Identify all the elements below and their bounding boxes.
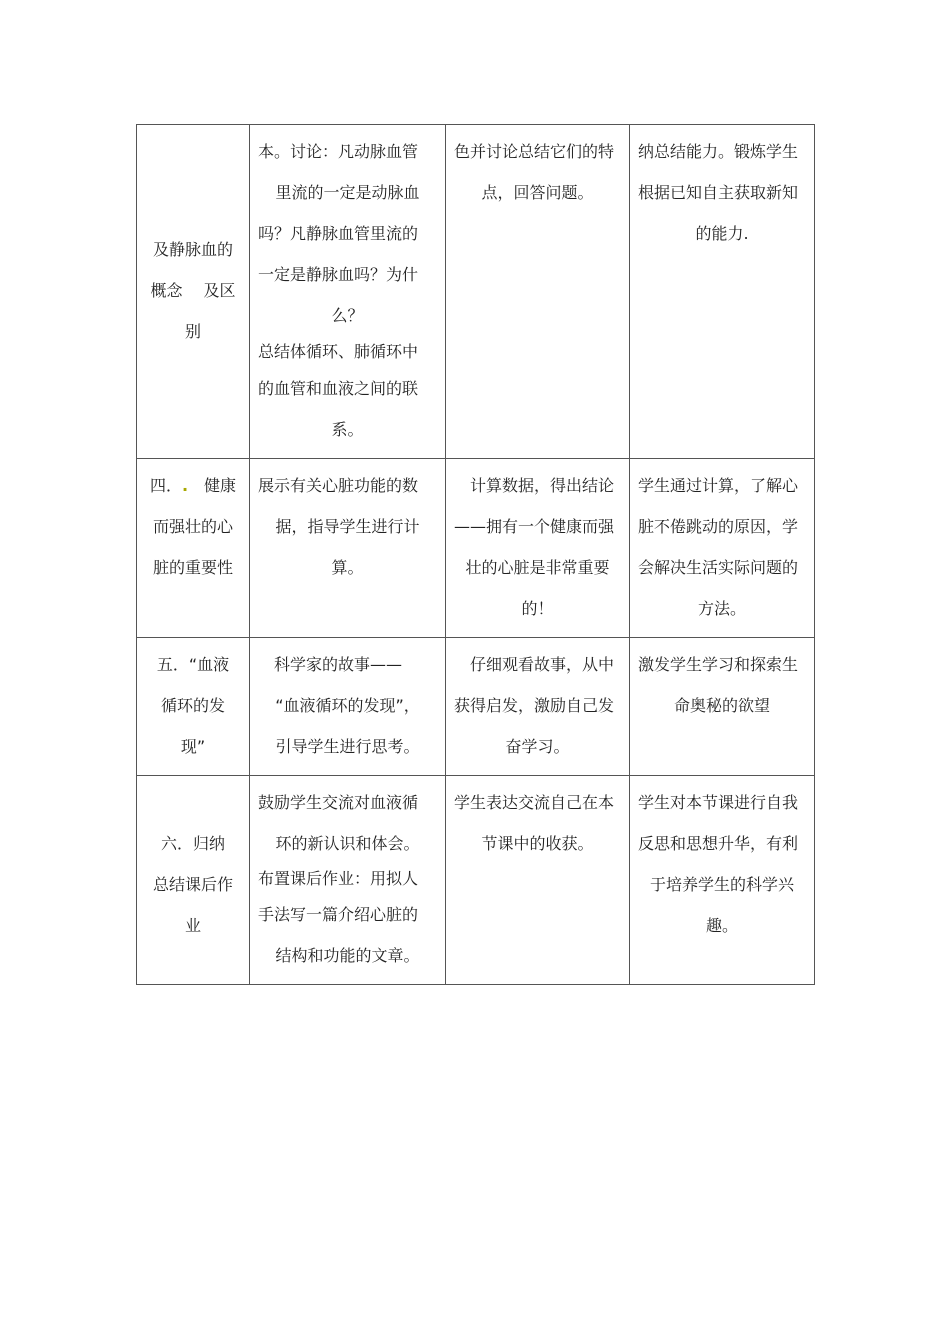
student-activity-cell: 学生表达交流自己在本 节课中的收获。 — [446, 776, 630, 985]
stage-cell: 五．“血液 循环的发 现” — [137, 638, 250, 776]
stage-cell: 四．. 健康 而强壮的心 脏的重要性 — [137, 459, 250, 638]
teacher-activity-cell: 本。讨论：凡动脉血管 里流的一定是动脉血 吗？凡静脉血管里流的 一定是静脉血吗？为什 么？ 总结体循环、肺循环中 的血管和血液之间的联 系。 — [250, 125, 446, 459]
design-intent-cell: 激发学生学习和探索生 命奥秘的欲望 — [630, 638, 815, 776]
lesson-plan-table — [136, 124, 815, 985]
table-row — [137, 638, 815, 776]
design-intent-cell: 学生通过计算，了解心 脏不倦跳动的原因，学 会解决生活实际问题的 方法。 — [630, 459, 815, 638]
table-row — [137, 459, 815, 638]
design-intent-cell: 学生对本节课进行自我 反思和思想升华，有利 于培养学生的科学兴 趣。 — [630, 776, 815, 985]
student-activity-cell: 仔细观看故事，从中 获得启发，激励自己发 奋学习。 — [446, 638, 630, 776]
student-activity-cell: 计算数据，得出结论 ——拥有一个健康而强 壮的心脏是非常重要 的！ — [446, 459, 630, 638]
teacher-activity-cell: 鼓励学生交流对血液循 环的新认识和体会。 布置课后作业：用拟人 手法写一篇介绍心脏的 结构和功能的文章。 — [250, 776, 446, 985]
stage-cell: 及静脉血的 概念 及区 别 — [137, 125, 250, 459]
stage-cell: 六．归纳 总结课后作 业 — [137, 776, 250, 985]
teacher-activity-cell: 展示有关心脏功能的数 据，指导学生进行计 算。 — [250, 459, 446, 638]
table-row — [137, 125, 815, 459]
table-row — [137, 776, 815, 985]
design-intent-cell: 纳总结能力。锻炼学生 根据已知自主获取新知 的能力. — [630, 125, 815, 459]
student-activity-cell: 色并讨论总结它们的特 点，回答问题。 — [446, 125, 630, 459]
teacher-activity-cell: 科学家的故事—— “血液循环的发现”， 引导学生进行思考。 — [250, 638, 446, 776]
